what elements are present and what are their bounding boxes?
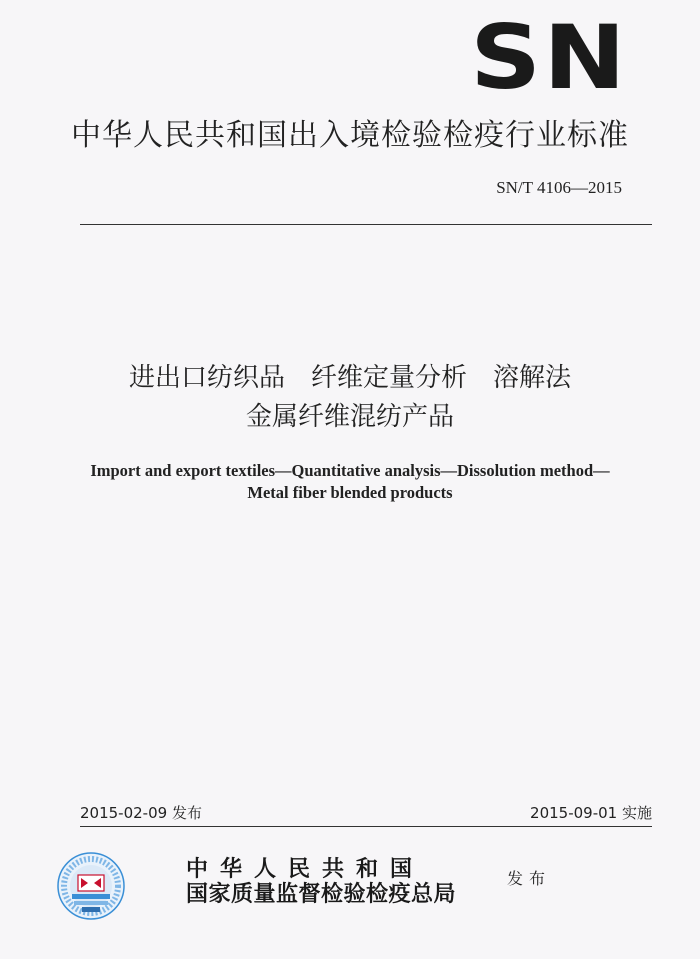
issuer-line2: 国家质量监督检验检疫总局 [186,881,457,907]
issuer-line1: 中华人民共和国 [186,856,425,882]
header-divider [80,224,652,225]
title-cn-part-1: 进出口纺织品 [128,363,285,393]
anti-counterfeit-seal-icon [56,851,126,921]
sn-logo: SN [470,6,628,109]
footer-divider [80,826,652,827]
title-cn-part-2: 纤维定量分析 [310,363,467,393]
implement-date: 2015-09-01 实施 [530,804,652,822]
standard-code: SN/T 4106—2015 [496,178,622,197]
title-en-line1: Import and export textiles—Quantitative analysis—Dissolution method— [90,461,610,480]
org-title: 中华人民共和国出入境检验检疫行业标准 [71,118,629,153]
title-cn-line1 [0,357,700,394]
title-en-line2: Metal fiber blended products [247,483,453,502]
title-cn-part-3: 溶解法 [493,363,572,393]
publish-label: 发布 [507,869,552,888]
title-cn-line2: 金属纤维混纺产品 [245,402,454,432]
issue-date: 2015-02-09 发布 [80,804,202,822]
